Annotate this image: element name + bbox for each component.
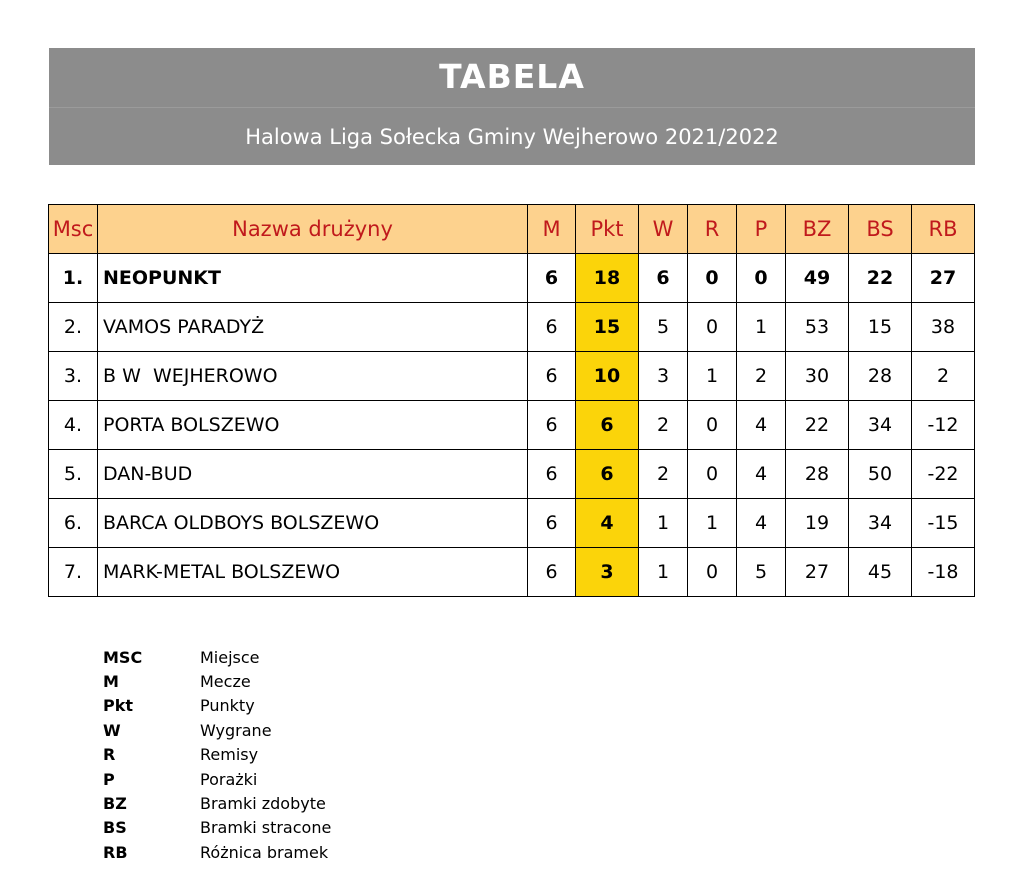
legend-abbr: BS [103, 818, 127, 838]
table-header-row [49, 205, 975, 254]
table-row [49, 548, 975, 597]
cell-bs: 45 [849, 548, 912, 597]
cell-msc: 2. [49, 303, 98, 352]
legend-abbr: P [103, 769, 115, 789]
legend-abbr: M [103, 672, 119, 692]
cell-r: 1 [688, 352, 737, 401]
legend-desc: Różnica bramek [200, 842, 329, 862]
cell-bz: 19 [786, 499, 849, 548]
cell-team-name: MARK-METAL BOLSZEWO [98, 548, 528, 597]
legend-item [103, 840, 331, 864]
cell-m: 6 [528, 450, 576, 499]
legend-item [103, 791, 331, 815]
page-subtitle: Halowa Liga Sołecka Gminy Wejherowo 2021/2022 [245, 124, 779, 149]
cell-bz: 22 [786, 401, 849, 450]
cell-pkt: 15 [576, 303, 639, 352]
cell-rb: -15 [912, 499, 975, 548]
col-header-bz: BZ [786, 205, 849, 254]
legend-desc: Miejsce [200, 647, 260, 667]
col-header-rb: RB [912, 205, 975, 254]
cell-team-name: DAN-BUD [98, 450, 528, 499]
cell-rb: 27 [912, 254, 975, 303]
cell-msc: 6. [49, 499, 98, 548]
table-row [49, 303, 975, 352]
legend-abbr: BZ [103, 794, 127, 814]
cell-bz: 53 [786, 303, 849, 352]
cell-p: 1 [737, 303, 786, 352]
cell-w: 2 [639, 450, 688, 499]
cell-r: 0 [688, 450, 737, 499]
legend-item [103, 645, 331, 669]
cell-rb: 2 [912, 352, 975, 401]
legend-desc: Bramki stracone [200, 818, 332, 838]
col-header-msc: Msc [49, 205, 98, 254]
cell-pkt: 10 [576, 352, 639, 401]
cell-team-name: BARCA OLDBOYS BOLSZEWO [98, 499, 528, 548]
cell-p: 4 [737, 401, 786, 450]
cell-rb: 38 [912, 303, 975, 352]
legend-desc: Wygrane [200, 720, 272, 740]
cell-team-name: PORTA BOLSZEWO [98, 401, 528, 450]
cell-rb: -18 [912, 548, 975, 597]
legend-abbr: Pkt [103, 696, 134, 716]
legend-desc: Mecze [200, 672, 251, 692]
cell-p: 5 [737, 548, 786, 597]
cell-w: 1 [639, 548, 688, 597]
cell-pkt: 6 [576, 401, 639, 450]
legend-abbr: MSC [103, 647, 143, 667]
cell-pkt: 6 [576, 450, 639, 499]
cell-bz: 28 [786, 450, 849, 499]
legend-item [103, 816, 331, 840]
cell-rb: -22 [912, 450, 975, 499]
table-row [49, 499, 975, 548]
table-row [49, 450, 975, 499]
title-banner [49, 48, 975, 165]
cell-w: 3 [639, 352, 688, 401]
cell-p: 2 [737, 352, 786, 401]
cell-bs: 50 [849, 450, 912, 499]
cell-rb: -12 [912, 401, 975, 450]
cell-r: 0 [688, 254, 737, 303]
cell-m: 6 [528, 499, 576, 548]
cell-msc: 4. [49, 401, 98, 450]
standings-table [48, 204, 975, 597]
cell-bs: 34 [849, 499, 912, 548]
cell-pkt: 4 [576, 499, 639, 548]
cell-bs: 34 [849, 401, 912, 450]
cell-team-name: B W WEJHEROWO [98, 352, 528, 401]
legend-item [103, 718, 331, 742]
page-title: TABELA [439, 57, 585, 96]
cell-w: 5 [639, 303, 688, 352]
col-header-team: Nazwa drużyny [98, 205, 528, 254]
cell-msc: 5. [49, 450, 98, 499]
cell-m: 6 [528, 352, 576, 401]
cell-bz: 49 [786, 254, 849, 303]
legend-desc: Punkty [200, 696, 255, 716]
legend-abbr: W [103, 720, 121, 740]
legend-item [103, 743, 331, 767]
cell-bs: 28 [849, 352, 912, 401]
col-header-r: R [688, 205, 737, 254]
cell-m: 6 [528, 254, 576, 303]
legend [103, 645, 331, 865]
legend-item [103, 767, 331, 791]
legend-item [103, 669, 331, 693]
legend-desc: Bramki zdobyte [200, 794, 326, 814]
legend-desc: Porażki [200, 769, 258, 789]
table-row [49, 254, 975, 303]
cell-r: 0 [688, 548, 737, 597]
cell-m: 6 [528, 401, 576, 450]
cell-bs: 15 [849, 303, 912, 352]
cell-w: 1 [639, 499, 688, 548]
table-row [49, 352, 975, 401]
cell-pkt: 18 [576, 254, 639, 303]
table-row [49, 401, 975, 450]
legend-desc: Remisy [200, 745, 259, 765]
cell-r: 1 [688, 499, 737, 548]
legend-abbr: R [103, 745, 116, 765]
cell-bz: 30 [786, 352, 849, 401]
cell-bs: 22 [849, 254, 912, 303]
cell-msc: 7. [49, 548, 98, 597]
cell-p: 4 [737, 450, 786, 499]
cell-m: 6 [528, 303, 576, 352]
legend-item [103, 694, 331, 718]
col-header-pkt: Pkt [576, 205, 639, 254]
col-header-p: P [737, 205, 786, 254]
cell-m: 6 [528, 548, 576, 597]
cell-team-name: NEOPUNKT [98, 254, 528, 303]
cell-w: 2 [639, 401, 688, 450]
cell-r: 0 [688, 303, 737, 352]
cell-p: 0 [737, 254, 786, 303]
cell-team-name: VAMOS PARADYŻ [98, 303, 528, 352]
col-header-bs: BS [849, 205, 912, 254]
cell-pkt: 3 [576, 548, 639, 597]
cell-msc: 1. [49, 254, 98, 303]
cell-w: 6 [639, 254, 688, 303]
legend-abbr: RB [103, 842, 128, 862]
cell-msc: 3. [49, 352, 98, 401]
col-header-w: W [639, 205, 688, 254]
col-header-m: M [528, 205, 576, 254]
cell-p: 4 [737, 499, 786, 548]
cell-r: 0 [688, 401, 737, 450]
cell-bz: 27 [786, 548, 849, 597]
